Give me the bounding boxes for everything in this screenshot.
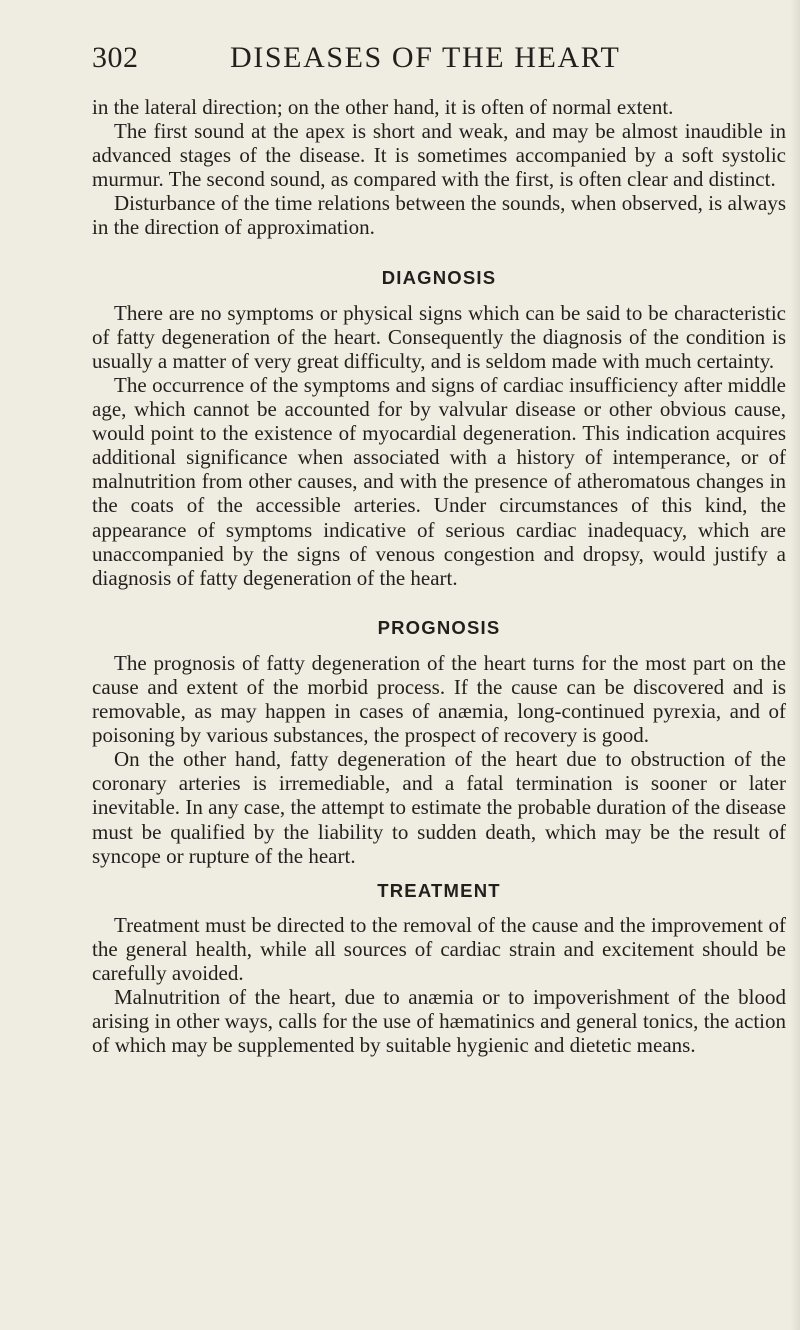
page-header (92, 41, 792, 81)
paragraph: Malnutrition of the heart, due to anæmia or to impoverishment of the blood arising in other ways, calls for the use of hæmatinics and general tonics, the action of which may be supplemented by suitable hygienic and dietetic means. (92, 985, 786, 1058)
paragraph: There are no symptoms or physical signs which can be said to be characteristic of fatty degeneration of the heart. Consequently the diagnosis of the condition is usually a matter of very great difficulty, and is seldom made with much certainty. (92, 300, 786, 373)
page-body (92, 95, 786, 1057)
section-heading-treatment: TREATMENT (377, 879, 501, 901)
paragraph: in the lateral direction; on the other hand, it is often of normal extent. (92, 95, 674, 119)
paragraph: Disturbance of the time relations between the sounds, when observed, is always in the direction of approximation. (92, 191, 786, 240)
paragraph: On the other hand, fatty degeneration of the heart due to obstruction of the coronary arteries is irremediable, and a fatal termination is sooner or later inevitable. In any case, the attempt to estimate the probable duration of the disease must be qualified by the liability to sudden death, which may be the result of syncope or rupture of the heart. (92, 747, 786, 868)
paragraph: The first sound at the apex is short and weak, and may be almost inaudible in advanced stages of the disease. It is sometimes accompanied by a soft systolic murmur. The second sound, as compared with the first, is often clear and distinct. (92, 119, 786, 192)
paragraph: The occurrence of the symptoms and signs of cardiac insufficiency after middle age, which cannot be accounted for by valvular disease or other obvious cause, would point to the existence of myocardial degeneration. This indication acquires additional significance when associated with a history of intemperance, or of malnutrition from other causes, and with the presence of atheromatous changes in the coats of the accessible arteries. Under circumstances of this kind, the appearance of symptoms indicative of serious cardiac inadequacy, which are unaccompanied by the signs of venous congestion and dropsy, would justify a diagnosis of fatty degeneration of the heart. (92, 372, 786, 590)
section-heading-prognosis: PROGNOSIS (377, 616, 501, 638)
paragraph: The prognosis of fatty degeneration of the heart turns for the most part on the cause and extent of the morbid process. If the cause can be discovered and is removable, as may happen in cases of anæmia, long-continued pyrexia, and of poisoning by various substances, the prospect of recovery is good. (92, 650, 786, 748)
paragraph: Treatment must be directed to the removal of the cause and the improvement of the general health, while all sources of cardiac strain and excitement should be carefully avoided. (92, 912, 786, 985)
section-heading-diagnosis: DIAGNOSIS (381, 266, 497, 288)
page-edge-shadow (790, 0, 800, 1330)
running-title: DISEASES OF THE HEART (230, 41, 621, 74)
page-number: 302 (92, 41, 139, 74)
